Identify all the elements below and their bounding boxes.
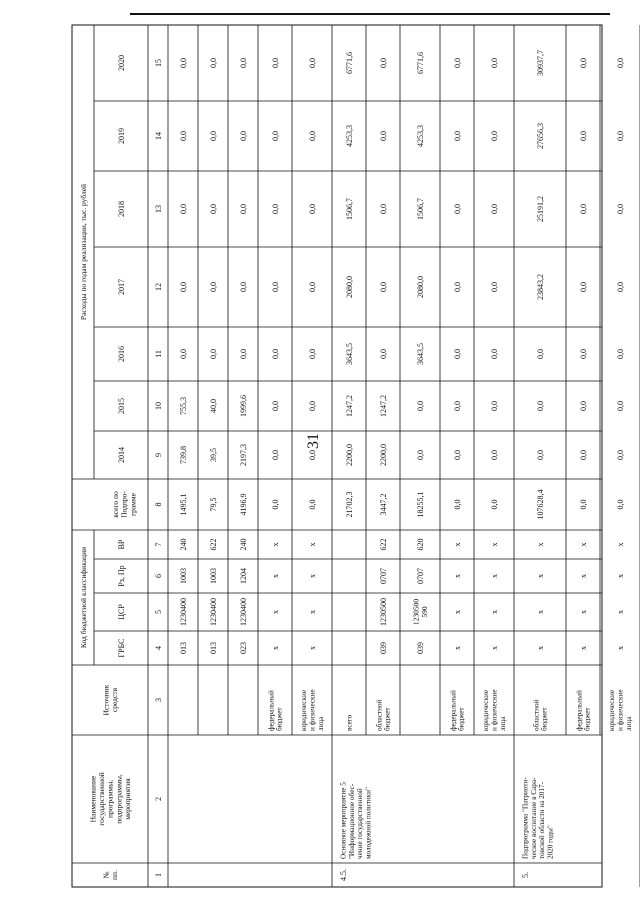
cell-value: 0,0	[379, 349, 388, 359]
row-name: Основное мероприятие 5	[339, 782, 348, 859]
cell-value: x	[579, 646, 588, 650]
column-number: 5	[154, 610, 163, 614]
cell-value: 0,0	[616, 204, 625, 214]
cell-value: 590	[419, 606, 429, 618]
header-rzpr: Рз, Пр	[117, 565, 126, 587]
header-year: 2019	[117, 128, 126, 144]
cell-value: 0707	[379, 568, 388, 584]
row-name: Подпрограмма "Патриоти-	[521, 777, 530, 859]
cell-value: 1506,7	[416, 198, 425, 220]
cell-value: x	[536, 646, 545, 650]
header-year: 2020	[117, 55, 126, 71]
cell-value: 0,0	[271, 58, 280, 68]
cell-value: x	[271, 646, 280, 650]
cell-value: 39,5	[209, 448, 218, 462]
header-name: государственной	[97, 772, 106, 826]
cell-value: 0,0	[239, 282, 248, 292]
cell-value: x	[616, 574, 625, 578]
cell-value: 1999,6	[239, 395, 248, 417]
row-source: бюджет	[540, 707, 549, 731]
cell-value: 4253,3	[416, 125, 425, 147]
row-source: и физические	[490, 689, 499, 731]
cell-value: 0,0	[536, 349, 545, 359]
cell-value: 0,0	[179, 349, 188, 359]
cell-value: x	[308, 574, 317, 578]
header-name: программы,	[105, 779, 115, 819]
row-source: федеральный	[575, 690, 584, 731]
row-source: лица	[498, 716, 507, 731]
cell-value: 0,0	[536, 401, 545, 411]
header-year: 2014	[117, 447, 126, 463]
header-source: средств	[109, 687, 119, 713]
cell-value: 2200,0	[379, 444, 388, 466]
cell-value: x	[579, 610, 588, 614]
column-number: 8	[154, 502, 163, 507]
cell-value: 023	[239, 642, 248, 654]
cell-value: x	[308, 542, 317, 547]
header-year: 2018	[117, 201, 126, 217]
cell-value: 2080,0	[345, 276, 354, 298]
cell-value: x	[490, 574, 499, 578]
cell-value: 013	[209, 642, 218, 654]
cell-value: 0,0	[453, 58, 462, 68]
row-source: лица	[624, 716, 633, 731]
cell-value: 0,0	[209, 349, 218, 359]
header-no: пп.	[109, 870, 119, 880]
cell-value: x	[579, 542, 588, 547]
cell-value: 0,0	[616, 58, 625, 68]
cell-value: 0,0	[490, 282, 499, 292]
header-no: №	[101, 871, 111, 879]
header-csr: ЦСР	[117, 604, 126, 620]
cell-value: 0,0	[308, 450, 317, 460]
row-source: бюджет	[383, 707, 392, 731]
row-source: бюджет	[275, 707, 284, 731]
cell-value: 0,0	[271, 282, 280, 292]
cell-value: x	[536, 542, 545, 547]
cell-value: 0,0	[453, 401, 462, 411]
cell-value: x	[308, 610, 317, 614]
row-source: и физические	[308, 689, 317, 731]
column-number: 3	[154, 698, 163, 702]
cell-value: 0,0	[271, 401, 280, 411]
cell-value: 622	[379, 538, 388, 551]
cell-value: 0,0	[579, 58, 588, 68]
header-total: Подпро-	[119, 491, 129, 518]
cell-value: x	[271, 574, 280, 578]
row-name: 2020 годы"	[546, 825, 555, 859]
cell-value: x	[453, 542, 462, 547]
header-budget-class: Код бюджетной классификации	[79, 546, 88, 649]
header-year: 2016	[117, 346, 126, 362]
column-number: 6	[154, 574, 163, 578]
header-expenses: Расходы по годам реализации, тыс. рублей	[79, 183, 88, 321]
column-number: 13	[154, 205, 163, 213]
cell-value: 0,0	[209, 204, 218, 214]
cell-value: 0,0	[271, 349, 280, 359]
header-name: подпрограммы,	[114, 774, 124, 824]
cell-value: x	[453, 646, 462, 650]
cell-value: 0,0	[453, 349, 462, 359]
cell-value: 0,0	[416, 401, 425, 411]
cell-value: 0,0	[179, 282, 188, 292]
cell-value: 0,0	[579, 499, 588, 510]
cell-value: 0,0	[579, 450, 588, 460]
cell-value: 0707	[416, 568, 425, 584]
header-name: Наименование	[88, 775, 98, 823]
row-source: юридические	[300, 689, 309, 731]
cell-value: 0,0	[453, 131, 462, 141]
cell-value: 0,0	[616, 401, 625, 411]
cell-value: 1247,2	[345, 395, 354, 417]
cell-value: 18255,1	[416, 491, 425, 518]
row-number: 4.5.	[339, 869, 348, 881]
cell-value: 1204	[239, 568, 248, 584]
table-border	[72, 25, 602, 887]
cell-value: 27656,3	[536, 123, 545, 149]
cell-value: 0,0	[579, 349, 588, 359]
cell-value: 0,0	[209, 131, 218, 141]
header-vr: ВР	[117, 539, 126, 550]
header-total: грамме	[128, 493, 138, 516]
cell-value: 2080,0	[416, 276, 425, 298]
cell-value: 0,0	[379, 58, 388, 68]
cell-value: 0,0	[616, 131, 625, 141]
cell-value: 0,0	[209, 282, 218, 292]
rotated-table	[72, 25, 640, 887]
cell-value: 30937,7	[536, 50, 545, 76]
cell-value: x	[579, 574, 588, 578]
cell-value: 0,0	[308, 131, 317, 141]
cell-value: x	[536, 610, 545, 614]
cell-value: 0,0	[271, 499, 280, 510]
cell-value: 0,0	[616, 450, 625, 460]
cell-value: 0,0	[616, 349, 625, 359]
cell-value: 3447,2	[379, 493, 388, 516]
cell-value: 23843,2	[536, 274, 545, 300]
cell-value: 0,0	[453, 282, 462, 292]
cell-value: 6771,6	[345, 52, 354, 74]
cell-value: x	[536, 574, 545, 578]
cell-value: x	[490, 610, 499, 614]
column-number: 14	[154, 132, 163, 140]
cell-value: 1003	[179, 568, 188, 584]
header-total: всего по	[111, 491, 120, 518]
cell-value: 1230500	[411, 598, 421, 626]
cell-value: 0,0	[490, 131, 499, 141]
cell-value: x	[490, 542, 499, 547]
cell-value: 240	[179, 538, 188, 551]
cell-value: 0,0	[308, 282, 317, 292]
column-number: 4	[154, 646, 163, 650]
cell-value: 0,0	[453, 499, 462, 510]
cell-value: 0,0	[308, 499, 317, 510]
row-source: юридические	[608, 689, 617, 731]
cell-value: 1230400	[179, 598, 188, 626]
cell-value: 1506,7	[345, 198, 354, 220]
cell-value: 622	[209, 538, 218, 551]
cell-value: 0,0	[490, 204, 499, 214]
row-source: лица	[316, 716, 325, 731]
cell-value: 0,0	[379, 131, 388, 141]
row-source: всего	[345, 714, 354, 731]
cell-value: 013	[179, 642, 188, 654]
column-number: 9	[154, 453, 163, 457]
page-number: 31	[305, 433, 322, 449]
row-source: бюджет	[583, 707, 592, 731]
row-name: ческое воспитание в Сара-	[529, 777, 538, 859]
row-name: чение государственной	[356, 788, 365, 859]
cell-value: 1495,1	[179, 493, 188, 516]
row-number: 5.	[521, 872, 530, 878]
cell-value: 0,0	[239, 204, 248, 214]
cell-value: 0,0	[308, 401, 317, 411]
cell-value: 0,0	[490, 58, 499, 68]
cell-value: x	[271, 610, 280, 614]
cell-value: x	[616, 542, 625, 547]
cell-value: 0,0	[536, 450, 545, 460]
cell-value: 240	[239, 538, 248, 551]
cell-value: 0,0	[490, 499, 499, 510]
cell-value: 79,5	[209, 497, 218, 512]
cell-value: 0,0	[239, 131, 248, 141]
cell-value: 107628,4	[536, 489, 545, 520]
column-number: 12	[154, 283, 163, 291]
cell-value: 0,0	[490, 349, 499, 359]
row-source: и физические	[616, 689, 625, 731]
cell-value: 1230400	[209, 598, 218, 626]
cell-value: 039	[379, 642, 388, 654]
cell-value: 1230400	[239, 598, 248, 626]
cell-value: 0,0	[453, 450, 462, 460]
cell-value: 0,0	[490, 401, 499, 411]
cell-value: x	[453, 574, 462, 578]
cell-value: 0,0	[271, 204, 280, 214]
column-number: 2	[154, 797, 163, 801]
cell-value: 1230500	[379, 598, 388, 626]
cell-value: 4196,9	[239, 493, 248, 516]
cell-value: x	[616, 610, 625, 614]
header-source: Источник	[101, 684, 111, 716]
cell-value: 2200,0	[345, 444, 354, 466]
cell-value: 0,0	[179, 58, 188, 68]
cell-value: 0,0	[308, 58, 317, 68]
cell-value: 3643,5	[345, 343, 354, 365]
row-name: "Информационное обес-	[347, 783, 356, 859]
cell-value: 3643,5	[416, 343, 425, 365]
cell-value: 0,0	[271, 131, 280, 141]
cell-value: x	[616, 646, 625, 650]
cell-value: 0,0	[239, 349, 248, 359]
cell-value: x	[453, 610, 462, 614]
cell-value: 0,0	[490, 450, 499, 460]
cell-value: 620	[416, 538, 425, 551]
row-name: молодежной политики"	[364, 787, 373, 859]
cell-value: 755,3	[179, 397, 188, 415]
row-source: областной	[375, 699, 384, 731]
cell-value: 0,0	[416, 450, 425, 460]
cell-value: 0,0	[579, 282, 588, 292]
column-number: 1	[154, 873, 163, 877]
cell-value: 039	[416, 642, 425, 654]
cell-value: 0,0	[308, 349, 317, 359]
cell-value: 0,0	[579, 401, 588, 411]
header-name: мероприятия	[122, 778, 132, 820]
cell-value: 0,0	[453, 204, 462, 214]
row-source: федеральный	[449, 690, 458, 731]
row-source: бюджет	[457, 707, 466, 731]
row-source: юридические	[482, 689, 491, 731]
cell-value: 21702,3	[345, 491, 354, 518]
column-number: 11	[154, 350, 163, 358]
column-number: 10	[154, 402, 163, 410]
cell-value: 2197,3	[239, 444, 248, 466]
cell-value: 25191,2	[536, 196, 545, 222]
cell-value: 0,0	[579, 204, 588, 214]
cell-value: 0,0	[271, 450, 280, 460]
column-number: 15	[154, 59, 163, 67]
row-name: товской области на 2017-	[538, 782, 547, 859]
cell-value: 0,0	[179, 131, 188, 141]
cell-value: x	[490, 646, 499, 650]
cell-value: 0,0	[209, 58, 218, 68]
cell-value: 6771,6	[416, 52, 425, 74]
cell-value: 1003	[209, 568, 218, 584]
cell-value: 0,0	[616, 499, 625, 510]
cell-value: 0,0	[239, 58, 248, 68]
cell-value: x	[308, 646, 317, 650]
cell-value: 739,8	[179, 446, 188, 464]
cell-value: x	[271, 542, 280, 547]
header-year: 2015	[117, 398, 126, 414]
cell-value: 0,0	[308, 204, 317, 214]
cell-value: 0,0	[379, 282, 388, 292]
cell-value: 1247,2	[379, 395, 388, 417]
header-year: 2017	[117, 279, 126, 295]
cell-value: 0,0	[179, 204, 188, 214]
cell-value: 0,0	[379, 204, 388, 214]
row-source: федеральный	[267, 690, 276, 731]
cell-value: 0,0	[579, 131, 588, 141]
cell-value: 0,0	[616, 282, 625, 292]
column-number: 7	[154, 542, 163, 547]
header-grbs: ГРБС	[117, 638, 126, 658]
row-source: областной	[532, 699, 541, 731]
cell-value: 4253,3	[345, 125, 354, 147]
cell-value: 40,0	[209, 399, 218, 413]
